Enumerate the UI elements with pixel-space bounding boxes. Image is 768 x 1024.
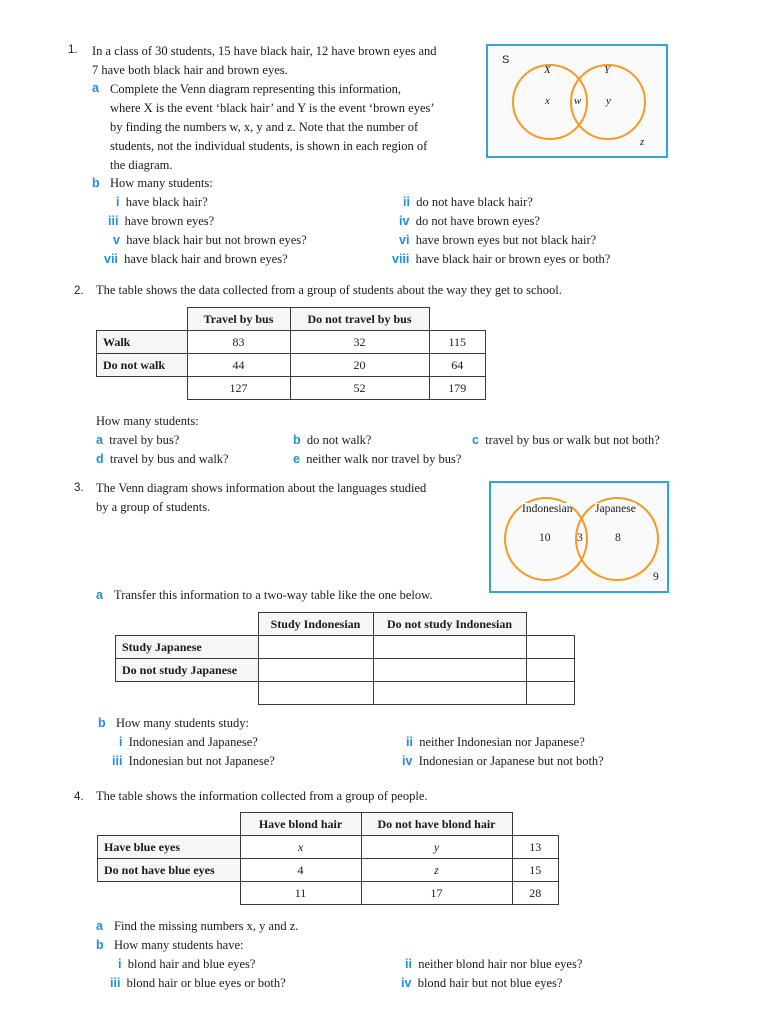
q3-item-iii bbox=[112, 754, 275, 769]
q1-stem bbox=[92, 42, 437, 80]
q3-corner-cell-right bbox=[526, 613, 575, 636]
q1-item-v-label: v bbox=[113, 233, 120, 247]
q4-row-totals bbox=[98, 882, 559, 905]
q4-part-b-label: b bbox=[96, 938, 104, 952]
q3-venn-japanese-label: Japanese bbox=[595, 503, 636, 515]
q3-row-header-2: Do not study Japanese bbox=[116, 659, 259, 682]
q4-stem: The table shows the information collected from a group of people. bbox=[96, 789, 428, 803]
q1-item-iii bbox=[108, 214, 214, 229]
q1-item-i-text: have black hair? bbox=[125, 195, 208, 209]
q2-row-do-not-walk bbox=[97, 354, 486, 377]
q3-col-header-1: Study Indonesian bbox=[258, 613, 373, 636]
q4-item-iv-label: iv bbox=[401, 976, 412, 990]
q1-item-viii-label: viii bbox=[392, 252, 410, 266]
q2-header-row bbox=[97, 308, 486, 331]
q4-number: 4. bbox=[74, 791, 84, 803]
q1-venn-w-value: w bbox=[574, 95, 582, 107]
q1-item-v-text: have black hair but not brown eyes? bbox=[126, 233, 307, 247]
q4-cell: 4 bbox=[240, 859, 361, 882]
q4-item-iv bbox=[401, 976, 562, 991]
q4-table bbox=[97, 812, 559, 905]
q2-totals-corner bbox=[97, 377, 188, 400]
q1-item-iv bbox=[399, 214, 540, 229]
q1-item-vii bbox=[104, 252, 288, 267]
q4-cell: y bbox=[361, 836, 512, 859]
q1-part-a-text bbox=[110, 80, 435, 175]
q1-a-line1: Complete the Venn diagram representing this information, bbox=[110, 82, 402, 96]
q2-item-c bbox=[472, 433, 660, 448]
q3-part-a-text: Transfer this information to a two-way table like the one below. bbox=[114, 588, 433, 602]
q3-venn-indonesian-label: Indonesian bbox=[522, 503, 573, 515]
q1-stem-line2: 7 have both black hair and brown eyes. bbox=[92, 63, 288, 77]
q3-venn-indonesian-only: 10 bbox=[539, 532, 551, 544]
q2-row-header-1: Walk bbox=[97, 331, 188, 354]
q2-item-d bbox=[96, 452, 229, 467]
q4-item-i-text: blond hair and blue eyes? bbox=[127, 957, 256, 971]
q1-venn-x-label: X bbox=[544, 64, 551, 76]
q4-header-row bbox=[98, 813, 559, 836]
q1-venn-diagram bbox=[486, 44, 668, 158]
q1-part-a-label: a bbox=[92, 81, 99, 95]
q4-row-total: 15 bbox=[512, 859, 559, 882]
q4-item-i-label: i bbox=[118, 957, 122, 971]
q2-item-d-text: travel by bus and walk? bbox=[109, 452, 229, 466]
q1-item-iii-text: have brown eyes? bbox=[124, 214, 215, 228]
q2-item-a-label: a bbox=[96, 433, 103, 447]
q4-col-header-1: Have blond hair bbox=[240, 813, 361, 836]
q2-row-totals bbox=[97, 377, 486, 400]
q1-number: 1. bbox=[68, 44, 78, 56]
q2-item-a bbox=[96, 433, 179, 448]
q3-blank-cell bbox=[373, 682, 526, 705]
q3-totals-corner bbox=[116, 682, 259, 705]
q4-item-iv-text: blond hair but not blue eyes? bbox=[417, 976, 563, 990]
q2-cell: 32 bbox=[290, 331, 429, 354]
q4-part-a-label: a bbox=[96, 919, 103, 933]
q2-item-a-text: travel by bus? bbox=[109, 433, 180, 447]
q1-item-viii bbox=[392, 252, 610, 267]
q1-item-i-label: i bbox=[116, 195, 120, 209]
q1-item-iii-label: iii bbox=[108, 214, 119, 228]
q3-row-study-japanese bbox=[116, 636, 575, 659]
q2-corner-cell-right bbox=[429, 308, 486, 331]
q1-part-b-text: How many students: bbox=[110, 176, 213, 190]
q2-ask: How many students: bbox=[96, 414, 199, 428]
q2-col-header-2: Do not travel by bus bbox=[290, 308, 429, 331]
q3-blank-cell bbox=[526, 636, 575, 659]
q1-stem-line1: In a class of 30 students, 15 have black hair, 12 have brown eyes and bbox=[92, 44, 437, 58]
q3-item-iii-text: Indonesian but not Japanese? bbox=[128, 754, 275, 768]
q1-venn-z-value: z bbox=[640, 136, 645, 148]
q3-row-totals bbox=[116, 682, 575, 705]
q3-stem-line2: by a group of students. bbox=[96, 500, 211, 514]
q2-col-total: 127 bbox=[187, 377, 290, 400]
q1-item-vi bbox=[399, 233, 596, 248]
q1-item-iv-text: do not have brown eyes? bbox=[415, 214, 540, 228]
q3-stem-line1: The Venn diagram shows information about the languages studied bbox=[96, 481, 427, 495]
q4-row-blue-eyes bbox=[98, 836, 559, 859]
q1-item-vii-label: vii bbox=[104, 252, 118, 266]
q1-item-viii-text: have black hair or brown eyes or both? bbox=[415, 252, 611, 266]
q4-part-b-text: How many students have: bbox=[114, 938, 244, 952]
q3-item-i-text: Indonesian and Japanese? bbox=[128, 735, 258, 749]
q2-grand-total: 179 bbox=[429, 377, 486, 400]
q4-part-a-text: Find the missing numbers x, y and z. bbox=[114, 919, 299, 933]
q4-col-total: 17 bbox=[361, 882, 512, 905]
q1-venn-y-label: Y bbox=[604, 64, 611, 76]
q4-corner-cell-right bbox=[512, 813, 559, 836]
q1-venn-x-value: x bbox=[545, 95, 550, 107]
q3-blank-cell bbox=[373, 636, 526, 659]
q2-item-e bbox=[293, 452, 461, 467]
q2-item-c-text: travel by bus or walk but not both? bbox=[485, 433, 660, 447]
q3-part-a-label: a bbox=[96, 588, 103, 602]
q1-a-line2: where X is the event ‘black hair’ and Y is the event ‘brown eyes’ bbox=[110, 101, 435, 115]
q3-part-b-text: How many students study: bbox=[116, 716, 249, 730]
q2-item-e-text: neither walk nor travel by bus? bbox=[306, 452, 462, 466]
q3-blank-cell bbox=[258, 659, 373, 682]
q4-totals-corner bbox=[98, 882, 241, 905]
q3-blank-cell bbox=[373, 659, 526, 682]
q2-row-total: 64 bbox=[429, 354, 486, 377]
q3-item-ii-label: ii bbox=[406, 735, 413, 749]
q3-blank-cell bbox=[258, 636, 373, 659]
q3-item-iv-label: iv bbox=[402, 754, 413, 768]
q4-cell: x bbox=[240, 836, 361, 859]
q1-venn-universe-label: S bbox=[502, 54, 510, 66]
q4-col-total: 11 bbox=[240, 882, 361, 905]
q4-row-total: 13 bbox=[512, 836, 559, 859]
q3-item-i-label: i bbox=[119, 735, 123, 749]
q1-part-b-label: b bbox=[92, 176, 100, 190]
q3-table bbox=[115, 612, 575, 705]
q1-item-ii-label: ii bbox=[403, 195, 410, 209]
q3-part-b-label: b bbox=[98, 716, 106, 730]
q3-venn-both: 3 bbox=[577, 532, 583, 544]
q2-cell: 83 bbox=[187, 331, 290, 354]
q3-venn-diagram bbox=[489, 481, 669, 593]
q4-item-iii-text: blond hair or blue eyes or both? bbox=[126, 976, 286, 990]
q3-item-i bbox=[119, 735, 258, 750]
q2-item-b-text: do not walk? bbox=[306, 433, 372, 447]
q4-row-header-1: Have blue eyes bbox=[98, 836, 241, 859]
q4-item-iii bbox=[110, 976, 286, 991]
q1-item-vii-text: have black hair and brown eyes? bbox=[124, 252, 288, 266]
q2-row-total: 115 bbox=[429, 331, 486, 354]
q2-col-total: 52 bbox=[290, 377, 429, 400]
q1-item-vi-text: have brown eyes but not black hair? bbox=[415, 233, 597, 247]
q3-header-row bbox=[116, 613, 575, 636]
q4-cell: z bbox=[361, 859, 512, 882]
q3-number: 3. bbox=[74, 482, 84, 494]
q1-item-ii bbox=[403, 195, 533, 210]
q2-stem: The table shows the data collected from a group of students about the way they get to school. bbox=[96, 283, 562, 297]
q1-venn-y-value: y bbox=[606, 95, 611, 107]
q2-cell: 44 bbox=[187, 354, 290, 377]
q3-blank-cell bbox=[258, 682, 373, 705]
q3-item-iii-label: iii bbox=[112, 754, 123, 768]
q3-venn-outside: 9 bbox=[653, 571, 659, 583]
q3-corner-cell bbox=[116, 613, 259, 636]
q4-grand-total: 28 bbox=[512, 882, 559, 905]
q4-corner-cell bbox=[98, 813, 241, 836]
q3-item-iv bbox=[402, 754, 604, 769]
q3-item-iv-text: Indonesian or Japanese but not both? bbox=[418, 754, 604, 768]
q2-item-e-label: e bbox=[293, 452, 300, 466]
q3-blank-cell bbox=[526, 659, 575, 682]
q2-item-d-label: d bbox=[96, 452, 104, 466]
q3-col-header-2: Do not study Indonesian bbox=[373, 613, 526, 636]
q4-row-no-blue-eyes bbox=[98, 859, 559, 882]
q4-item-iii-label: iii bbox=[110, 976, 121, 990]
q4-item-ii-text: neither blond hair nor blue eyes? bbox=[418, 957, 583, 971]
q2-row-header-2: Do not walk bbox=[97, 354, 188, 377]
q3-item-ii-text: neither Indonesian nor Japanese? bbox=[419, 735, 585, 749]
q3-blank-cell bbox=[526, 682, 575, 705]
q1-a-line4: students, not the individual students, is shown in each region of bbox=[110, 139, 428, 153]
q2-table bbox=[96, 307, 486, 400]
q2-item-b-label: b bbox=[293, 433, 301, 447]
q2-cell: 20 bbox=[290, 354, 429, 377]
q1-item-ii-text: do not have black hair? bbox=[416, 195, 533, 209]
q3-item-ii bbox=[406, 735, 585, 750]
q2-corner-cell bbox=[97, 308, 188, 331]
q2-col-header-1: Travel by bus bbox=[187, 308, 290, 331]
q4-item-ii bbox=[405, 957, 582, 972]
q1-item-iv-label: iv bbox=[399, 214, 410, 228]
q2-item-c-label: c bbox=[472, 433, 479, 447]
q3-stem bbox=[96, 479, 426, 517]
q1-a-line5: the diagram. bbox=[110, 158, 173, 172]
q3-row-header-1: Study Japanese bbox=[116, 636, 259, 659]
q4-row-header-2: Do not have blue eyes bbox=[98, 859, 241, 882]
q2-number: 2. bbox=[74, 285, 84, 297]
q4-item-ii-label: ii bbox=[405, 957, 412, 971]
q4-item-i bbox=[118, 957, 255, 972]
q1-a-line3: by finding the numbers w, x, y and z. Note that the number of bbox=[110, 120, 419, 134]
q2-item-b bbox=[293, 433, 371, 448]
q3-venn-japanese-only: 8 bbox=[615, 532, 621, 544]
q1-item-i bbox=[116, 195, 208, 210]
q1-item-vi-label: vi bbox=[399, 233, 410, 247]
q1-item-v bbox=[113, 233, 307, 248]
q2-row-walk bbox=[97, 331, 486, 354]
q3-row-do-not-study-japanese bbox=[116, 659, 575, 682]
q4-col-header-2: Do not have blond hair bbox=[361, 813, 512, 836]
